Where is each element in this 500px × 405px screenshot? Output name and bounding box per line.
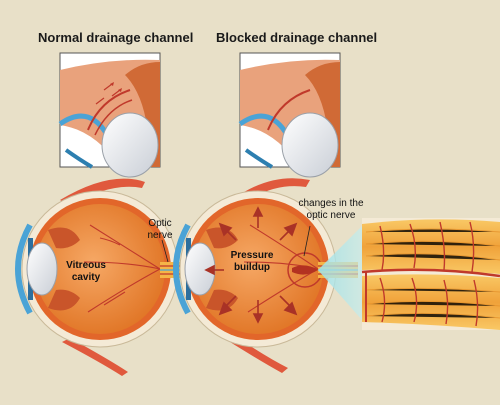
optic-nerve-label: [138, 218, 182, 242]
optic-nerve-changes-label-line1: changes in the: [298, 198, 364, 209]
blocked-drainage-title: Blocked drainage channel: [216, 30, 378, 45]
normal-drainage-inset: [60, 53, 160, 177]
normal-drainage-title: Normal drainage channel: [38, 30, 194, 45]
vitreous-cavity-label: [58, 260, 114, 284]
optic-nerve-changes-label: [290, 198, 372, 222]
blocked-drainage-inset: [240, 53, 340, 177]
optic-nerve-label-line1: Optic: [148, 218, 172, 229]
pressure-buildup-label: [222, 250, 282, 274]
optic-nerve-changes-label-line2: optic nerve: [306, 210, 356, 221]
vitreous-cavity-label-line1: Vitreous: [66, 260, 106, 271]
pressure-buildup-label-line2: buildup: [233, 262, 271, 273]
vitreous-cavity-label-line2: cavity: [71, 272, 101, 283]
optic-nerve-label-line2: nerve: [147, 230, 173, 241]
optic-nerve-closeup: [362, 218, 500, 330]
pressure-buildup-label-line1: Pressure: [230, 250, 274, 261]
